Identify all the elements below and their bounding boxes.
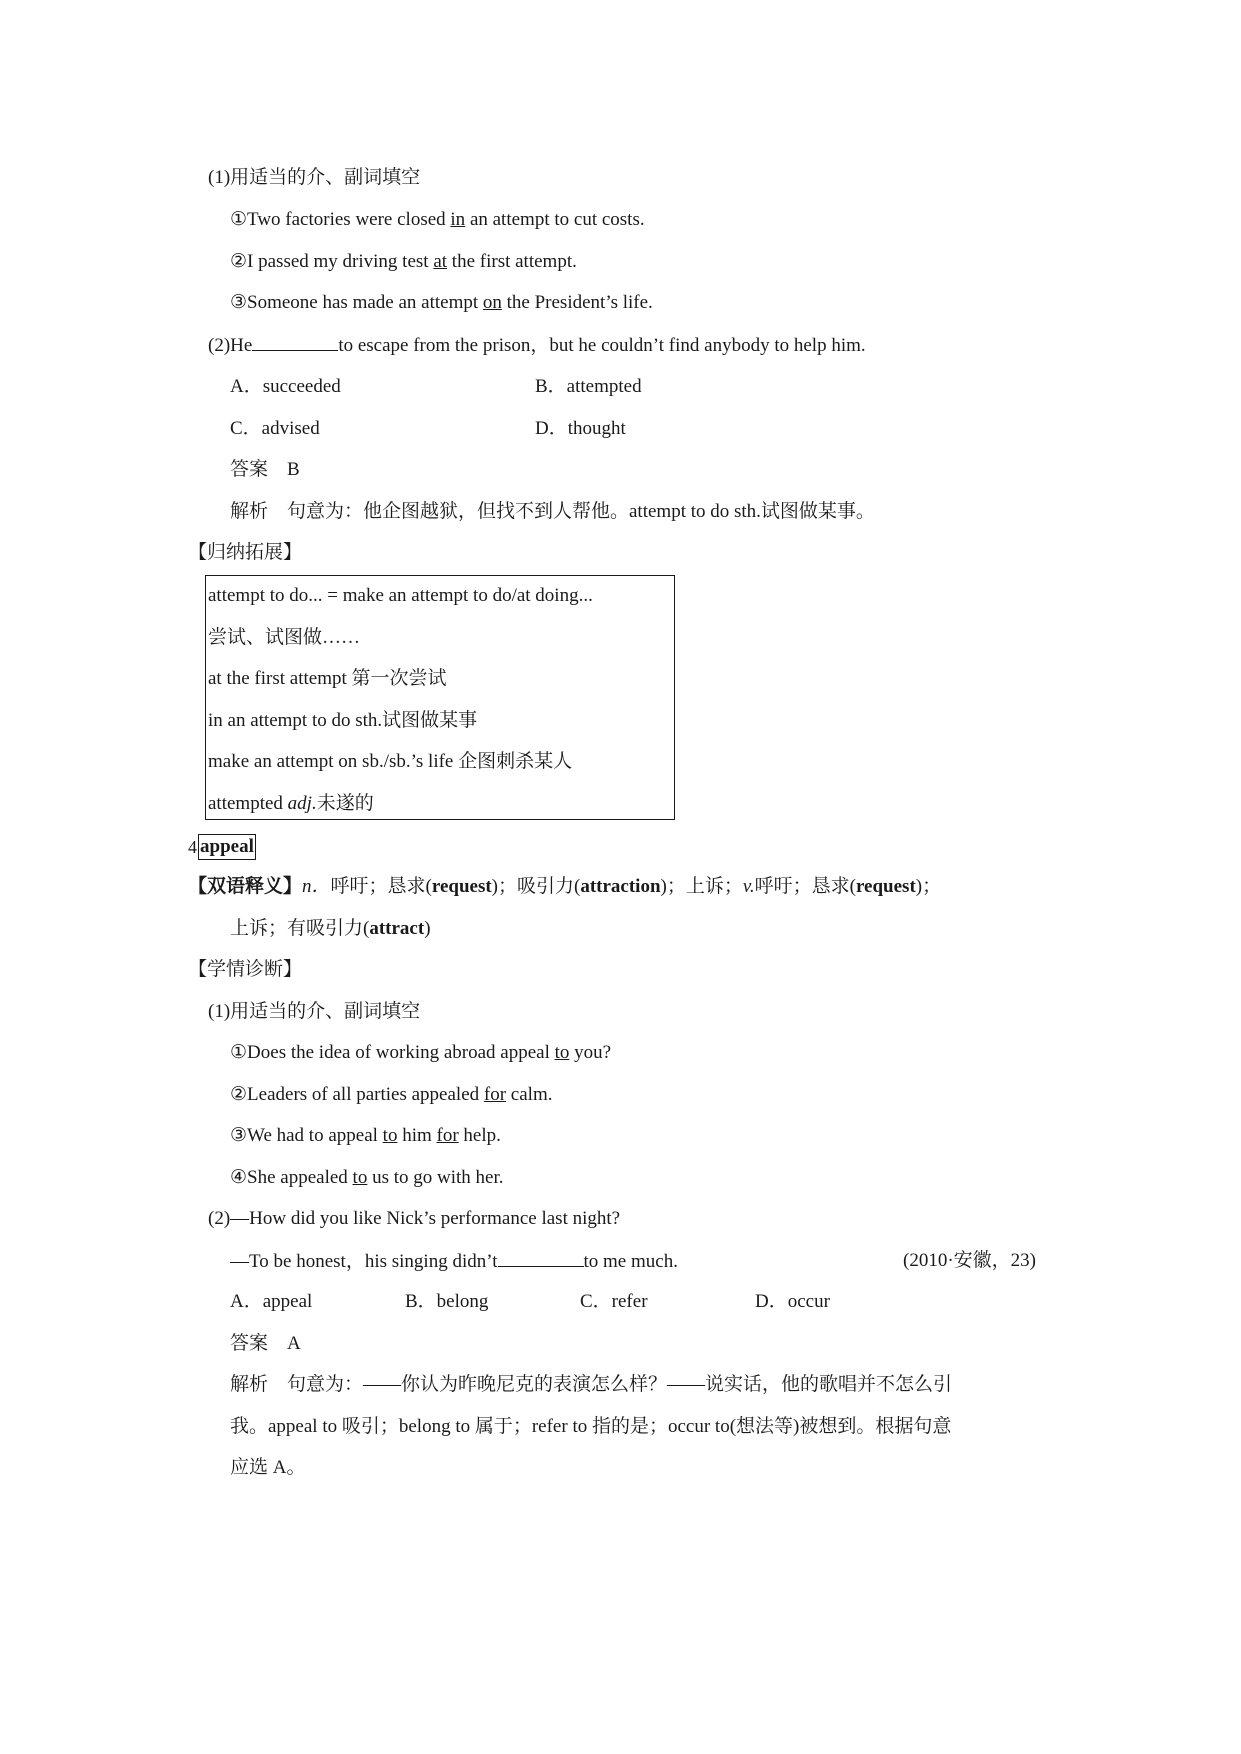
question-text: to me much.	[583, 1251, 678, 1272]
sentence-text: calm.	[506, 1084, 553, 1105]
sentence-2	[230, 250, 577, 274]
analysis-line-1: 解析 句意为：——你认为昨晚尼克的表演怎么样？——说实话，他的歌唱并不怎么引	[230, 1374, 953, 1395]
sentence-1	[230, 1041, 611, 1065]
analysis-line-3: 应选 A。	[230, 1457, 306, 1478]
part-of-speech: n．	[302, 876, 331, 897]
item-number: 4	[188, 837, 197, 857]
option-d: D．thought	[535, 418, 626, 439]
sentence-text: you?	[569, 1042, 612, 1063]
question-text: to escape from the prison，but he couldn’t find anybody to help him.	[338, 335, 866, 356]
analysis: 解析 句意为：他企图越狱，但找不到人帮他。attempt to do sth.试图做某事。	[230, 501, 875, 522]
sentence-3	[230, 291, 653, 315]
sentence-text: ③Someone has made an attempt	[230, 292, 483, 313]
keyword: attract	[369, 918, 425, 939]
part-of-speech: adj.	[287, 793, 317, 814]
definition-text: 呼吁；恳求(	[330, 876, 432, 897]
option-c: C．advised	[230, 418, 320, 439]
answer-word: to	[352, 1167, 368, 1188]
sentence-text: us to go with her.	[367, 1167, 504, 1188]
answer-word: to	[554, 1042, 570, 1063]
box-text: attempted	[208, 793, 288, 814]
answer-word: to	[382, 1125, 398, 1146]
sentence-text: ②Leaders of all parties appealed	[230, 1084, 484, 1105]
diagnosis-heading: 【学情诊断】	[188, 959, 303, 980]
question-text: (2)He	[208, 335, 253, 356]
analysis-line-2: 我。appeal to 吸引；belong to 属于；refer to 指的是；occur to(想法等)被想到。根据句意	[230, 1416, 952, 1437]
blank-line	[252, 333, 338, 351]
definition-text: )；上诉；	[660, 876, 743, 897]
sentence-text: ①Does the idea of working abroad appeal	[230, 1042, 555, 1063]
answer-word: for	[436, 1125, 459, 1146]
sentence-text: the first attempt.	[447, 251, 577, 272]
box-line: 尝试、试图做……	[208, 627, 361, 648]
sentence-text: ③We had to appeal	[230, 1125, 383, 1146]
expand-box	[205, 575, 675, 820]
question-2	[208, 333, 866, 358]
definition-text: 上诉；有吸引力(	[230, 918, 370, 939]
definition-text: 呼吁；恳求(	[754, 876, 856, 897]
question-2-line-2	[230, 1249, 678, 1274]
source-citation: (2010·安徽，23)	[903, 1250, 1036, 1271]
sentence-text: ①Two factories were closed	[230, 209, 451, 230]
definition-label: 【双语释义】	[188, 876, 303, 897]
answer-word: on	[482, 292, 502, 313]
keyword: request	[431, 876, 492, 897]
sentence-text: ④She appealed	[230, 1167, 353, 1188]
definition-line-2	[230, 917, 431, 941]
option-c: C．refer	[580, 1291, 648, 1312]
definition-text: )；吸引力(	[491, 876, 581, 897]
definition-text: )	[424, 918, 431, 939]
option-b: B．attempted	[535, 376, 642, 397]
answer-word: in	[450, 209, 466, 230]
box-line: make an attempt on sb./sb.’s life 企图刺杀某人	[208, 751, 573, 772]
exercise-heading: (1)用适当的介、副词填空	[208, 167, 421, 188]
answer-word: at	[433, 251, 448, 272]
sentence-2	[230, 1083, 552, 1107]
definition-line-1	[188, 875, 941, 899]
sentence-3	[230, 1124, 501, 1148]
sentence-text: an attempt to cut costs.	[465, 209, 645, 230]
option-d: D．occur	[755, 1291, 830, 1312]
question-text: —To be honest，his singing didn’t	[230, 1251, 498, 1272]
blank-line	[498, 1249, 584, 1267]
question-2-line-1: (2)—How did you like Nick’s performance last night?	[208, 1208, 621, 1229]
box-line: at the first attempt 第一次尝试	[208, 668, 447, 689]
headword: appeal	[198, 834, 256, 860]
sentence-text: him	[397, 1125, 437, 1146]
box-line	[208, 792, 374, 816]
part-of-speech: v.	[742, 876, 755, 897]
sentence-1	[230, 208, 645, 232]
sentence-text: help.	[458, 1125, 501, 1146]
box-line: in an attempt to do sth.试图做某事	[208, 710, 478, 731]
exercise-heading: (1)用适当的介、副词填空	[208, 1001, 421, 1022]
keyword: request	[855, 876, 916, 897]
answer-word: for	[483, 1084, 507, 1105]
option-a: A．succeeded	[230, 376, 341, 397]
sentence-text: the President’s life.	[501, 292, 653, 313]
box-line: attempt to do... = make an attempt to do/at doing...	[208, 585, 593, 606]
answer: 答案 B	[230, 459, 300, 480]
option-a: A．appeal	[230, 1291, 313, 1312]
sentence-4	[230, 1166, 504, 1190]
option-b: B．belong	[405, 1291, 489, 1312]
answer: 答案 A	[230, 1333, 301, 1354]
expand-heading: 【归纳拓展】	[188, 542, 303, 563]
keyword: attraction	[580, 876, 661, 897]
box-text: 未遂的	[316, 793, 374, 814]
definition-text: )；	[915, 876, 942, 897]
sentence-text: ②I passed my driving test	[230, 251, 434, 272]
